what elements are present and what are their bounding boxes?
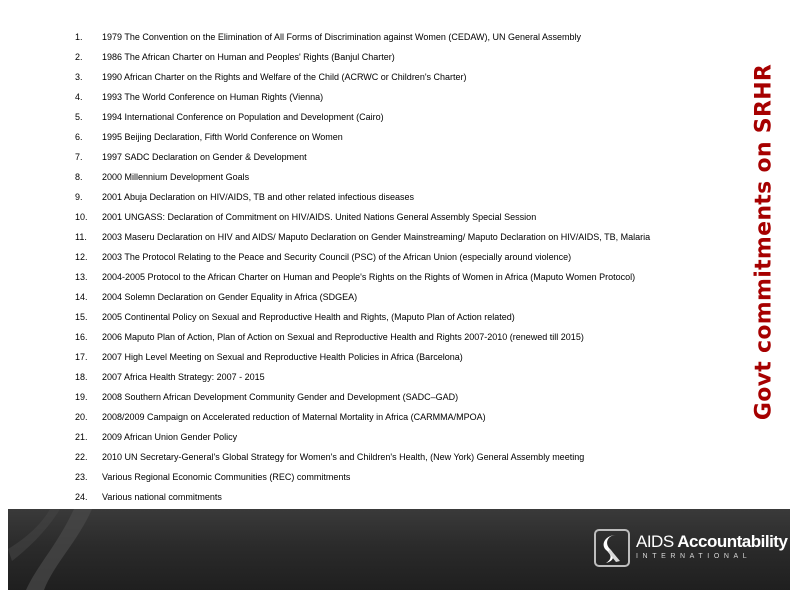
item-number: 13.: [75, 272, 88, 282]
slide-title: Govt commitments on SRHR: [751, 63, 777, 421]
footer-banner: [8, 509, 790, 590]
item-text: 2004 Solemn Declaration on Gender Equality in Africa (SDGEA): [102, 292, 358, 302]
list-item: [0, 467, 730, 487]
item-text: 2007 High Level Meeting on Sexual and Reproductive Health Policies in Africa (Barcelona): [102, 352, 463, 362]
item-number: 21.: [75, 432, 88, 442]
list-item: [0, 487, 730, 507]
item-text: Various Regional Economic Communities (REC) commitments: [102, 472, 351, 482]
list-item: [0, 227, 730, 247]
item-number: 4.: [75, 92, 83, 102]
item-text: 2003 The Protocol Relating to the Peace and Security Council (PSC) of the African Union (especially around violence): [102, 252, 572, 262]
item-number: 9.: [75, 192, 83, 202]
item-text: Various national commitments: [102, 492, 222, 502]
list-item: [0, 47, 730, 67]
list-item: [0, 407, 730, 427]
item-text: 1993 The World Conference on Human Rights (Vienna): [102, 92, 324, 102]
item-number: 17.: [75, 352, 88, 362]
list-item: [0, 447, 730, 467]
item-number: 14.: [75, 292, 88, 302]
item-text: 2001 UNGASS: Declaration of Commitment on HIV/AIDS. United Nations General Assembly Special Session: [102, 212, 537, 222]
item-text: 2010 UN Secretary-General's Global Strategy for Women's and Children's Health, (New York) General Assembly meeting: [102, 452, 585, 462]
list-item: [0, 327, 730, 347]
list-item: [0, 127, 730, 147]
item-number: 23.: [75, 472, 88, 482]
item-text: 2007 Africa Health Strategy: 2007 - 2015: [102, 372, 265, 382]
item-number: 11.: [75, 232, 87, 242]
item-number: 8.: [75, 172, 83, 182]
item-number: 1.: [75, 32, 83, 42]
item-number: 7.: [75, 152, 83, 162]
list-item: [0, 387, 730, 407]
item-number: 12.: [75, 252, 88, 262]
item-text: 1994 International Conference on Population and Development (Cairo): [102, 112, 384, 122]
item-number: 5.: [75, 112, 83, 122]
list-item: [0, 367, 730, 387]
item-text: 2006 Maputo Plan of Action, Plan of Action on Sexual and Reproductive Health and Rights 2007-2010 (renewed till 2015): [102, 332, 584, 342]
list-item: [0, 27, 730, 47]
list-item: [0, 307, 730, 327]
item-number: 18.: [75, 372, 88, 382]
item-number: 19.: [75, 392, 88, 402]
item-text: 1986 The African Charter on Human and Peoples' Rights (Banjul Charter): [102, 52, 395, 62]
logo-word-accountability: Accountability: [677, 532, 788, 551]
item-text: 2001 Abuja Declaration on HIV/AIDS, TB and other related infectious diseases: [102, 192, 415, 202]
item-text: 1995 Beijing Declaration, Fifth World Conference on Women: [102, 132, 343, 142]
item-number: 3.: [75, 72, 83, 82]
list-item: [0, 287, 730, 307]
list-item: [0, 67, 730, 87]
item-text: 2009 African Union Gender Policy: [102, 432, 238, 442]
list-item: [0, 187, 730, 207]
list-item: [0, 267, 730, 287]
item-text: 2003 Maseru Declaration on HIV and AIDS/ Maputo Declaration on Gender Mainstreaming/ Maputo Declaration on HIV/AIDS, TB, Malaria: [102, 232, 651, 242]
ribbon-logo-icon: [594, 529, 630, 567]
list-item: [0, 347, 730, 367]
list-item: [0, 427, 730, 447]
aids-accountability-logo: [594, 529, 787, 573]
item-text: 1979 The Convention on the Elimination of All Forms of Discrimination against Women (CEDAW), UN General Assembly: [102, 32, 582, 42]
item-text: 1990 African Charter on the Rights and Welfare of the Child (ACRWC or Children's Charter): [102, 72, 467, 82]
list-item: [0, 87, 730, 107]
commitments-list: [0, 27, 730, 507]
list-item: [0, 207, 730, 227]
logo-subtitle: INTERNATIONAL: [636, 553, 752, 560]
item-number: 2.: [75, 52, 83, 62]
item-number: 20.: [75, 412, 88, 422]
item-text: 2008/2009 Campaign on Accelerated reduction of Maternal Mortality in Africa (CARMMA/MPOA): [102, 412, 486, 422]
item-number: 22.: [75, 452, 88, 462]
item-text: 2005 Continental Policy on Sexual and Reproductive Health and Rights, (Maputo Plan of Action related): [102, 312, 515, 322]
item-text: 2008 Southern African Development Community Gender and Development (SADC–GAD): [102, 392, 459, 402]
ribbon-decoration-icon: [8, 509, 148, 590]
item-text: 2000 Millennium Development Goals: [102, 172, 250, 182]
item-text: 2004-2005 Protocol to the African Charter on Human and People's Rights on the Rights of Women in Africa (Maputo Women Protocol): [102, 272, 636, 282]
item-number: 10.: [75, 212, 88, 222]
list-item: [0, 107, 730, 127]
item-number: 6.: [75, 132, 83, 142]
list-item: [0, 147, 730, 167]
item-number: 16.: [75, 332, 88, 342]
list-item: [0, 167, 730, 187]
item-number: 24.: [75, 492, 88, 502]
list-item: [0, 247, 730, 267]
item-number: 15.: [75, 312, 88, 322]
item-text: 1997 SADC Declaration on Gender & Development: [102, 152, 307, 162]
logo-word-aids: AIDS: [636, 532, 674, 551]
